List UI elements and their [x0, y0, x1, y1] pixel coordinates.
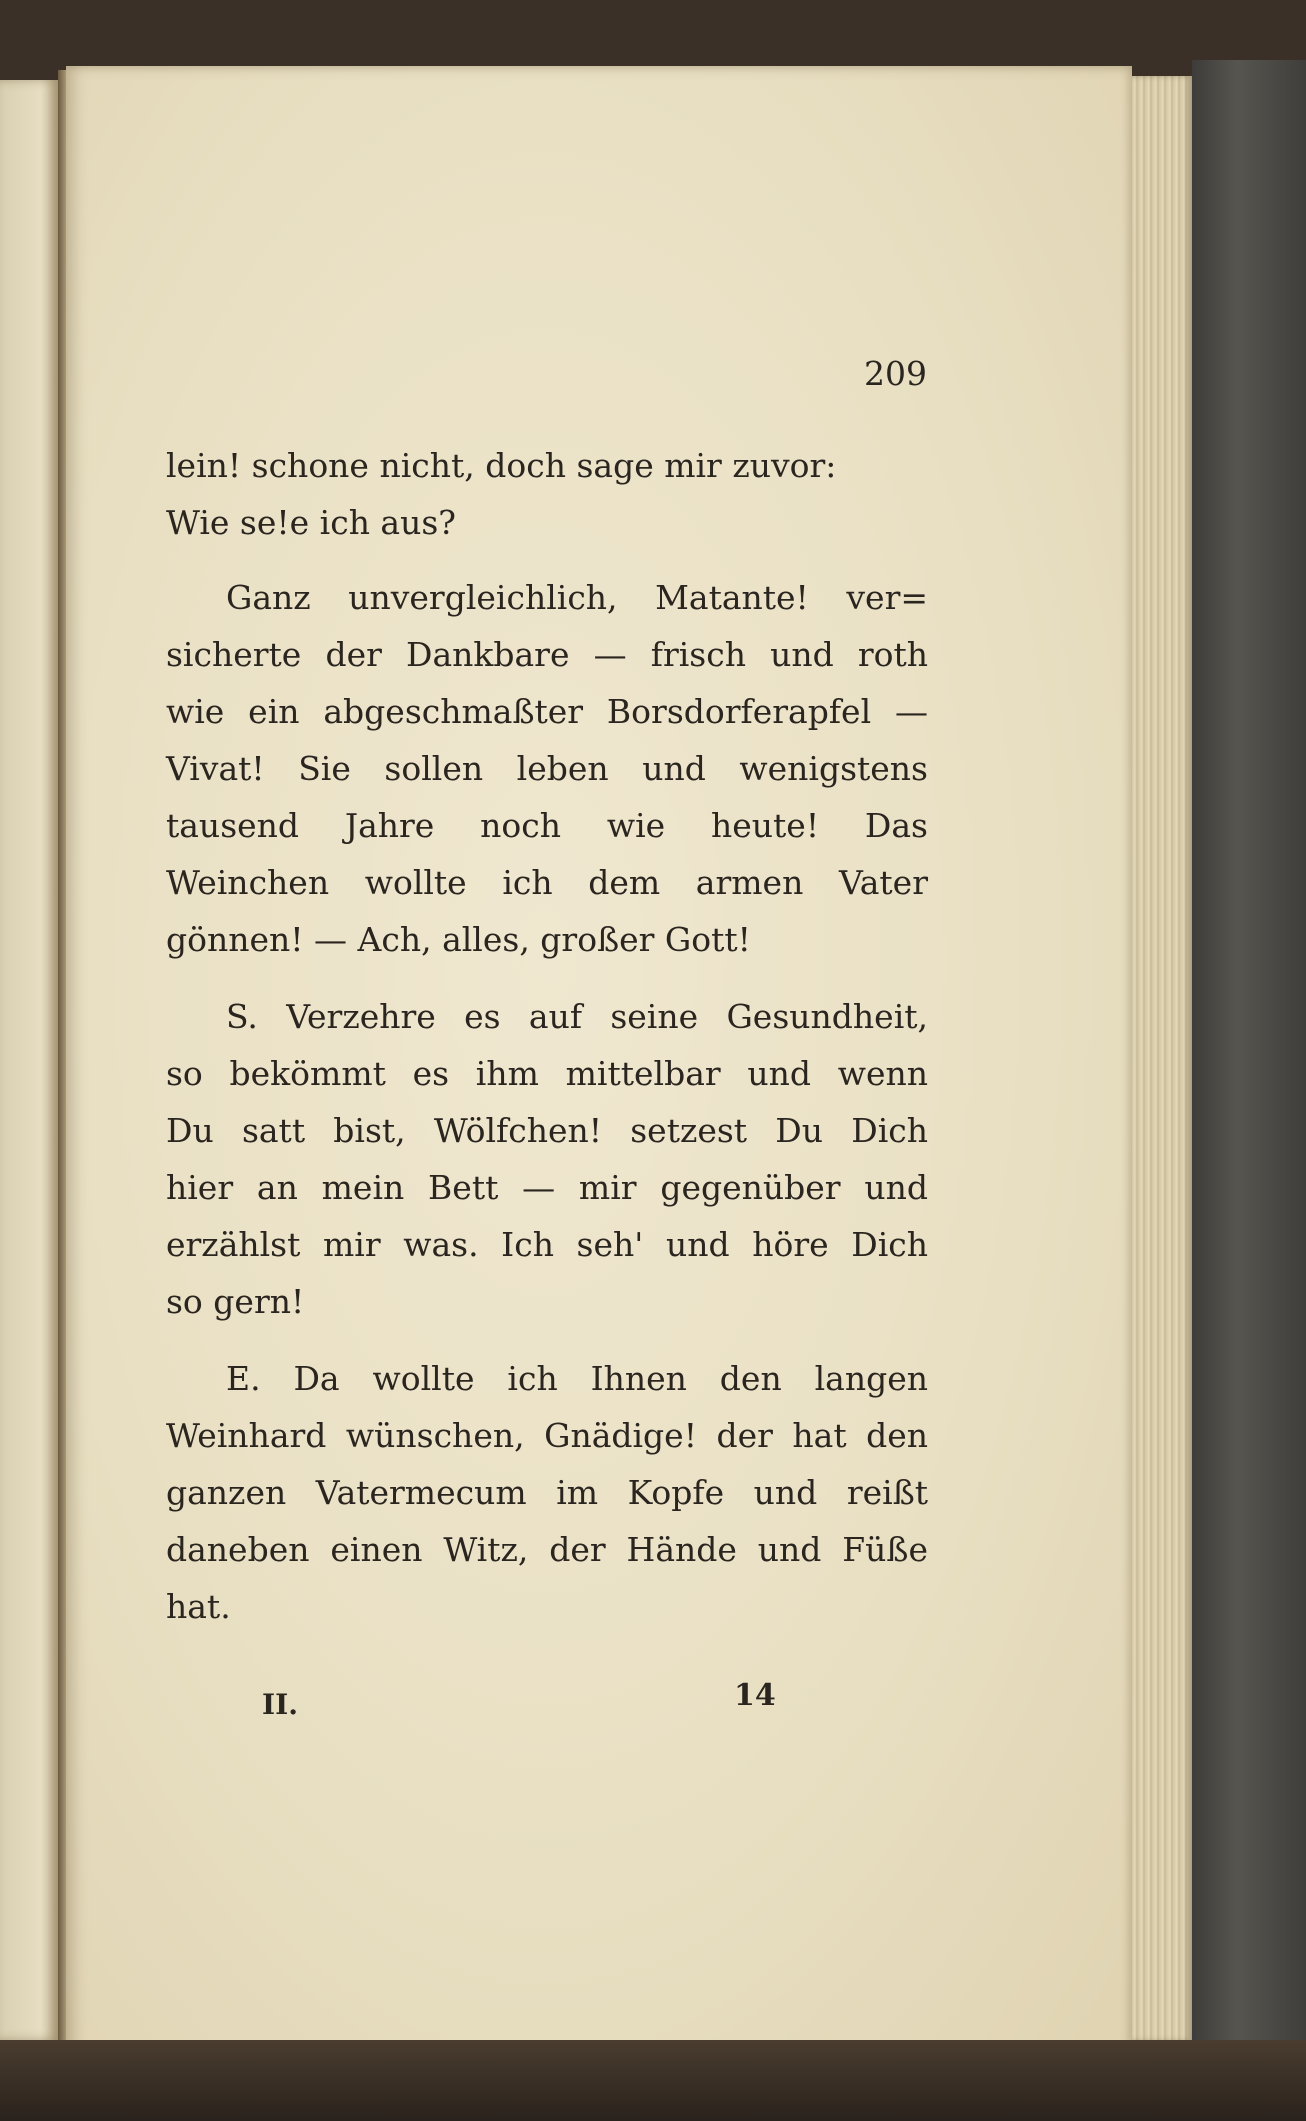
text-line-8: Weinchen wollte ich dem armen Vater: [166, 863, 928, 902]
gathering-signature: 14: [734, 1678, 776, 1713]
text-line-12: Du satt bist, Wölfchen! setzest Du Dich: [166, 1111, 928, 1150]
book-cover-bottom: [0, 2040, 1306, 2121]
text-line-17: Weinhard wünschen, Gnädige! der hat den: [166, 1416, 928, 1455]
text-line-5: wie ein abgeschmaßter Borsdorferapfel —: [166, 692, 928, 731]
text-line-4: sicherte der Dankbare — frisch und roth: [166, 635, 928, 674]
text-line-11: so bekömmt es ihm mittelbar und wenn: [166, 1054, 928, 1093]
text-line-2: Wie se!e ich aus?: [166, 503, 456, 542]
text-line-13: hier an mein Bett — mir gegenüber und: [166, 1168, 928, 1207]
previous-page-edge: [0, 80, 58, 2040]
text-line-10: S. Verzehre es auf seine Gesundheit,: [226, 997, 928, 1036]
text-line-3: Ganz unvergleichlich, Matante! ver=: [226, 578, 928, 617]
page-stack-edges: [1132, 76, 1192, 2041]
text-line-18: ganzen Vatermecum im Kopfe und reißt: [166, 1473, 928, 1512]
page-number: 209: [864, 354, 927, 393]
book-page: [66, 66, 1132, 2056]
text-line-19: daneben einen Witz, der Hände und Füße: [166, 1530, 928, 1569]
text-line-1: lein! schone nicht, doch sage mir zuvor:: [166, 446, 837, 485]
book-cover-right: [1192, 60, 1306, 2060]
text-line-15: so gern!: [166, 1282, 305, 1321]
text-line-16: E. Da wollte ich Ihnen den langen: [226, 1359, 928, 1398]
text-line-9: gönnen! — Ach, alles, großer Gott!: [166, 920, 751, 959]
volume-signature: II.: [262, 1688, 298, 1721]
text-line-6: Vivat! Sie sollen leben und wenigstens: [166, 749, 928, 788]
text-line-14: erzählst mir was. Ich seh' und höre Dich: [166, 1225, 928, 1264]
text-line-7: tausend Jahre noch wie heute! Das: [166, 806, 928, 845]
text-line-20: hat.: [166, 1587, 231, 1626]
